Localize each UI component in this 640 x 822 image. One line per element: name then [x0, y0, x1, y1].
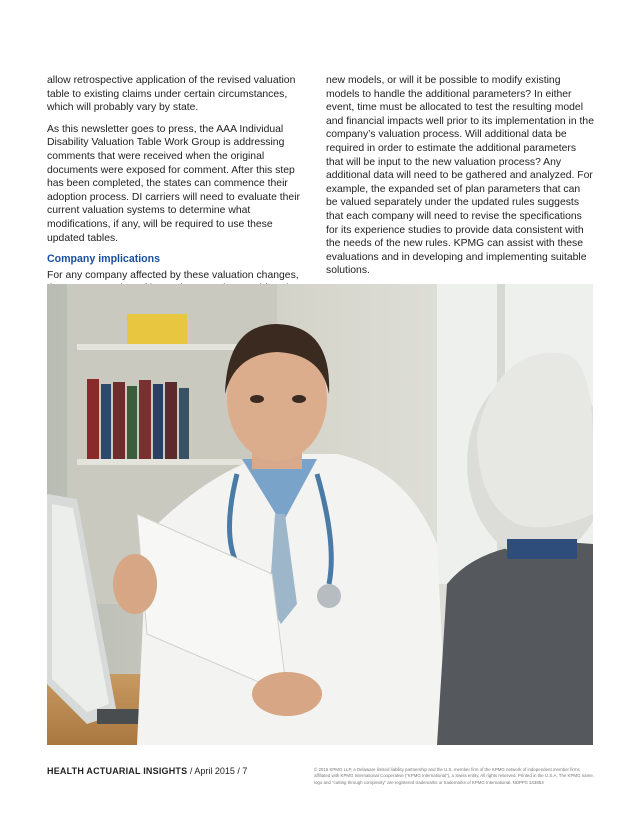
page-footer — [47, 766, 247, 776]
photo-illustration — [47, 284, 593, 745]
left-paragraph-1: allow retrospective application of the revised valuation table to existing claims under certain circumstances, which will probably vary by state. — [47, 75, 296, 114]
left-paragraph-2: As this newsletter goes to press, the AAA Individual Disability Valuation Table Work Group is addressing comments that were received when the original documents were exposed for comment. After this step has been completed, the states can commence their adoption process. DI carriers will need to evaluate their current valuation systems to determine what modifications, if any, will be required to use these updated tables. — [47, 123, 300, 244]
right-column — [326, 74, 594, 286]
right-paragraph-1: new models, or will it be possible to modify existing models to handle the additional parameters? In either event, time must be allocated to test the resulting model and financial impacts well prior to its implementation in the company’s valuation process. Will additional data be required in order to estimate the additional parameters that will be input to the new valuation process? Any additional data will need to be gathered and analyzed. For example, the expanded set of plan parameters that can be valued separately under the updated rules suggests that each company will need to revise the specifications for its experience studies to provide data consistent with the needs of the new rules. KPMG can assist with these evaluations and in developing and implementing suitable solutions. — [326, 75, 594, 277]
left-paragraph-3: For any company affected by these valuation changes, — [47, 269, 299, 281]
legal-notice: © 2015 KPMG LLP, a Delaware limited liability partnership and the U.S. member firm of the KPMG network of independent member firms affiliated with KPMG International Cooperative (“KPMG International”), a Swiss entity. All rights reserved. Printed in the U.S.A. The KPMG name, logo and “cutting through complexity” are registered trademarks or trademarks of KPMG International. NDPPS 343853 — [314, 767, 594, 785]
publication-name: HEALTH ACTUARIAL INSIGHTS — [47, 766, 188, 776]
doctor-patient-photo — [47, 284, 593, 745]
section-heading-company-implications: Company implications — [47, 253, 161, 266]
issue-and-page: / April 2015 / 7 — [187, 766, 248, 776]
